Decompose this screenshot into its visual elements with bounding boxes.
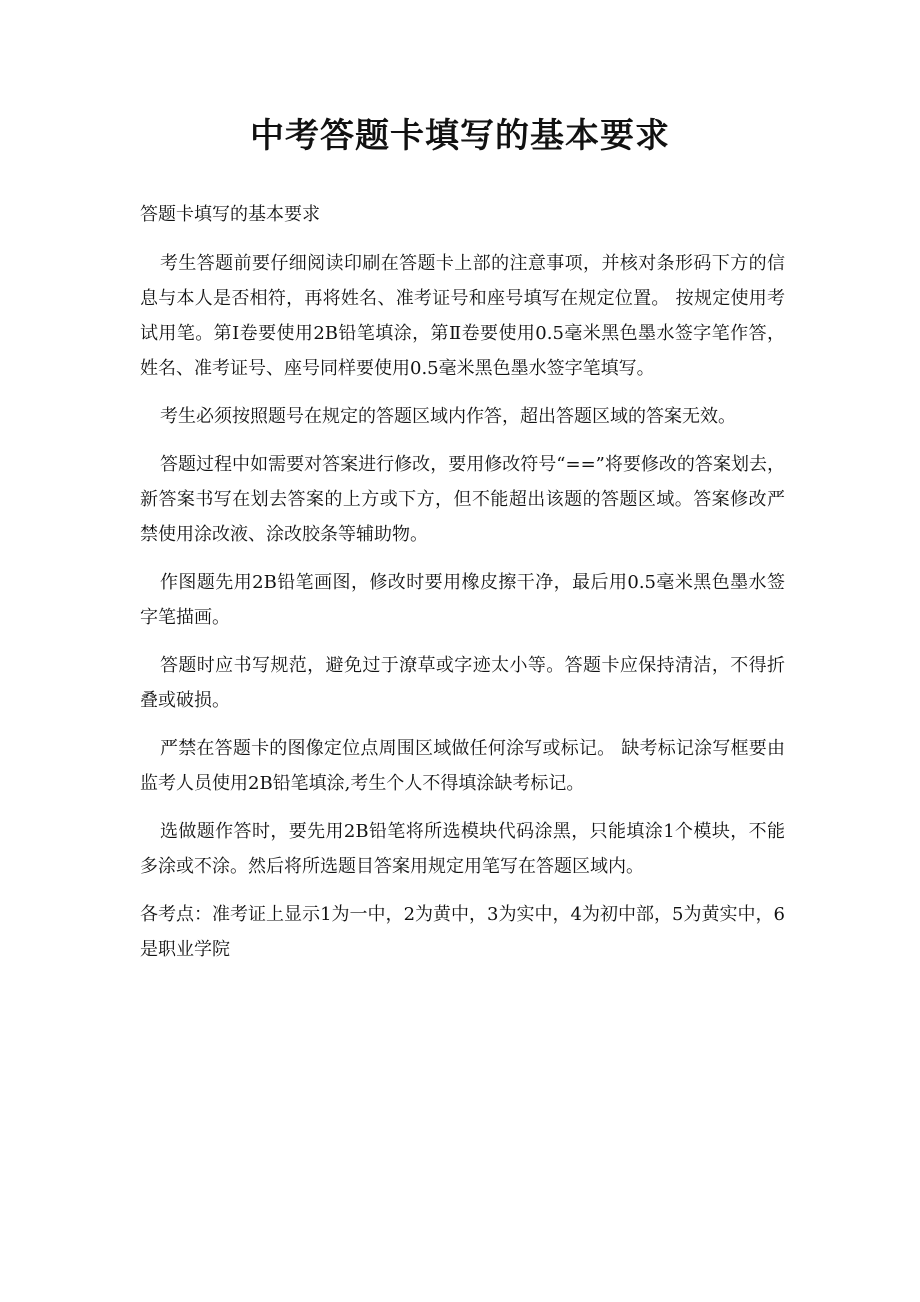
paragraph-drawing: 作图题先用2B铅笔画图，修改时要用橡皮擦干净，最后用0.5毫米黑色墨水签字笔描画。 [140,572,785,628]
paragraph-marking-rules: 严禁在答题卡的图像定位点周围区域做任何涂写或标记。 缺考标记涂写框要由监考人员使用2B铅笔填涂,考生个人不得填涂缺考标记。 [140,738,785,794]
paragraph-writing-norms: 答题时应书写规范，避免过于潦草或字迹太小等。答题卡应保持清洁，不得折叠或破损。 [140,655,785,711]
document-title: 中考答题卡填写的基本要求 [250,116,670,156]
document-body [140,197,785,967]
paragraph-answer-prep: 考生答题前要仔细阅读印刷在答题卡上部的注意事项，并核对条形码下方的信息与本人是否相符，再将姓名、准考证号和座号填写在规定位置。 按规定使用考试用笔。第Ⅰ卷要使用2B铅笔填涂，第Ⅱ卷要使用0.5毫米黑色墨水签字笔作答，姓名、准考证号、座号同样要使用0.5毫米黑色墨水签字笔填写。 [140,253,785,379]
paragraph-optional-questions: 选做题作答时，要先用2B铅笔将所选模块代码涂黑，只能填涂1个模块，不能多涂或不涂。然后将所选题目答案用规定用笔写在答题区域内。 [140,821,785,877]
paragraph-answer-correction: 答题过程中如需要对答案进行修改，要用修改符号“==”将要修改的答案划去，新答案书写在划去答案的上方或下方，但不能超出该题的答题区域。答案修改严禁使用涂改液、涂改胶条等辅助物。 [140,454,785,545]
exam-site-note: 各考点：准考证上显示1为一中，2为黄中，3为实中，4为初中部，5为黄实中，6是职业学院 [140,904,785,960]
paragraph-answer-area: 考生必须按照题号在规定的答题区域内作答，超出答题区域的答案无效。 [160,406,736,427]
document-subtitle: 答题卡填写的基本要求 [140,204,320,225]
